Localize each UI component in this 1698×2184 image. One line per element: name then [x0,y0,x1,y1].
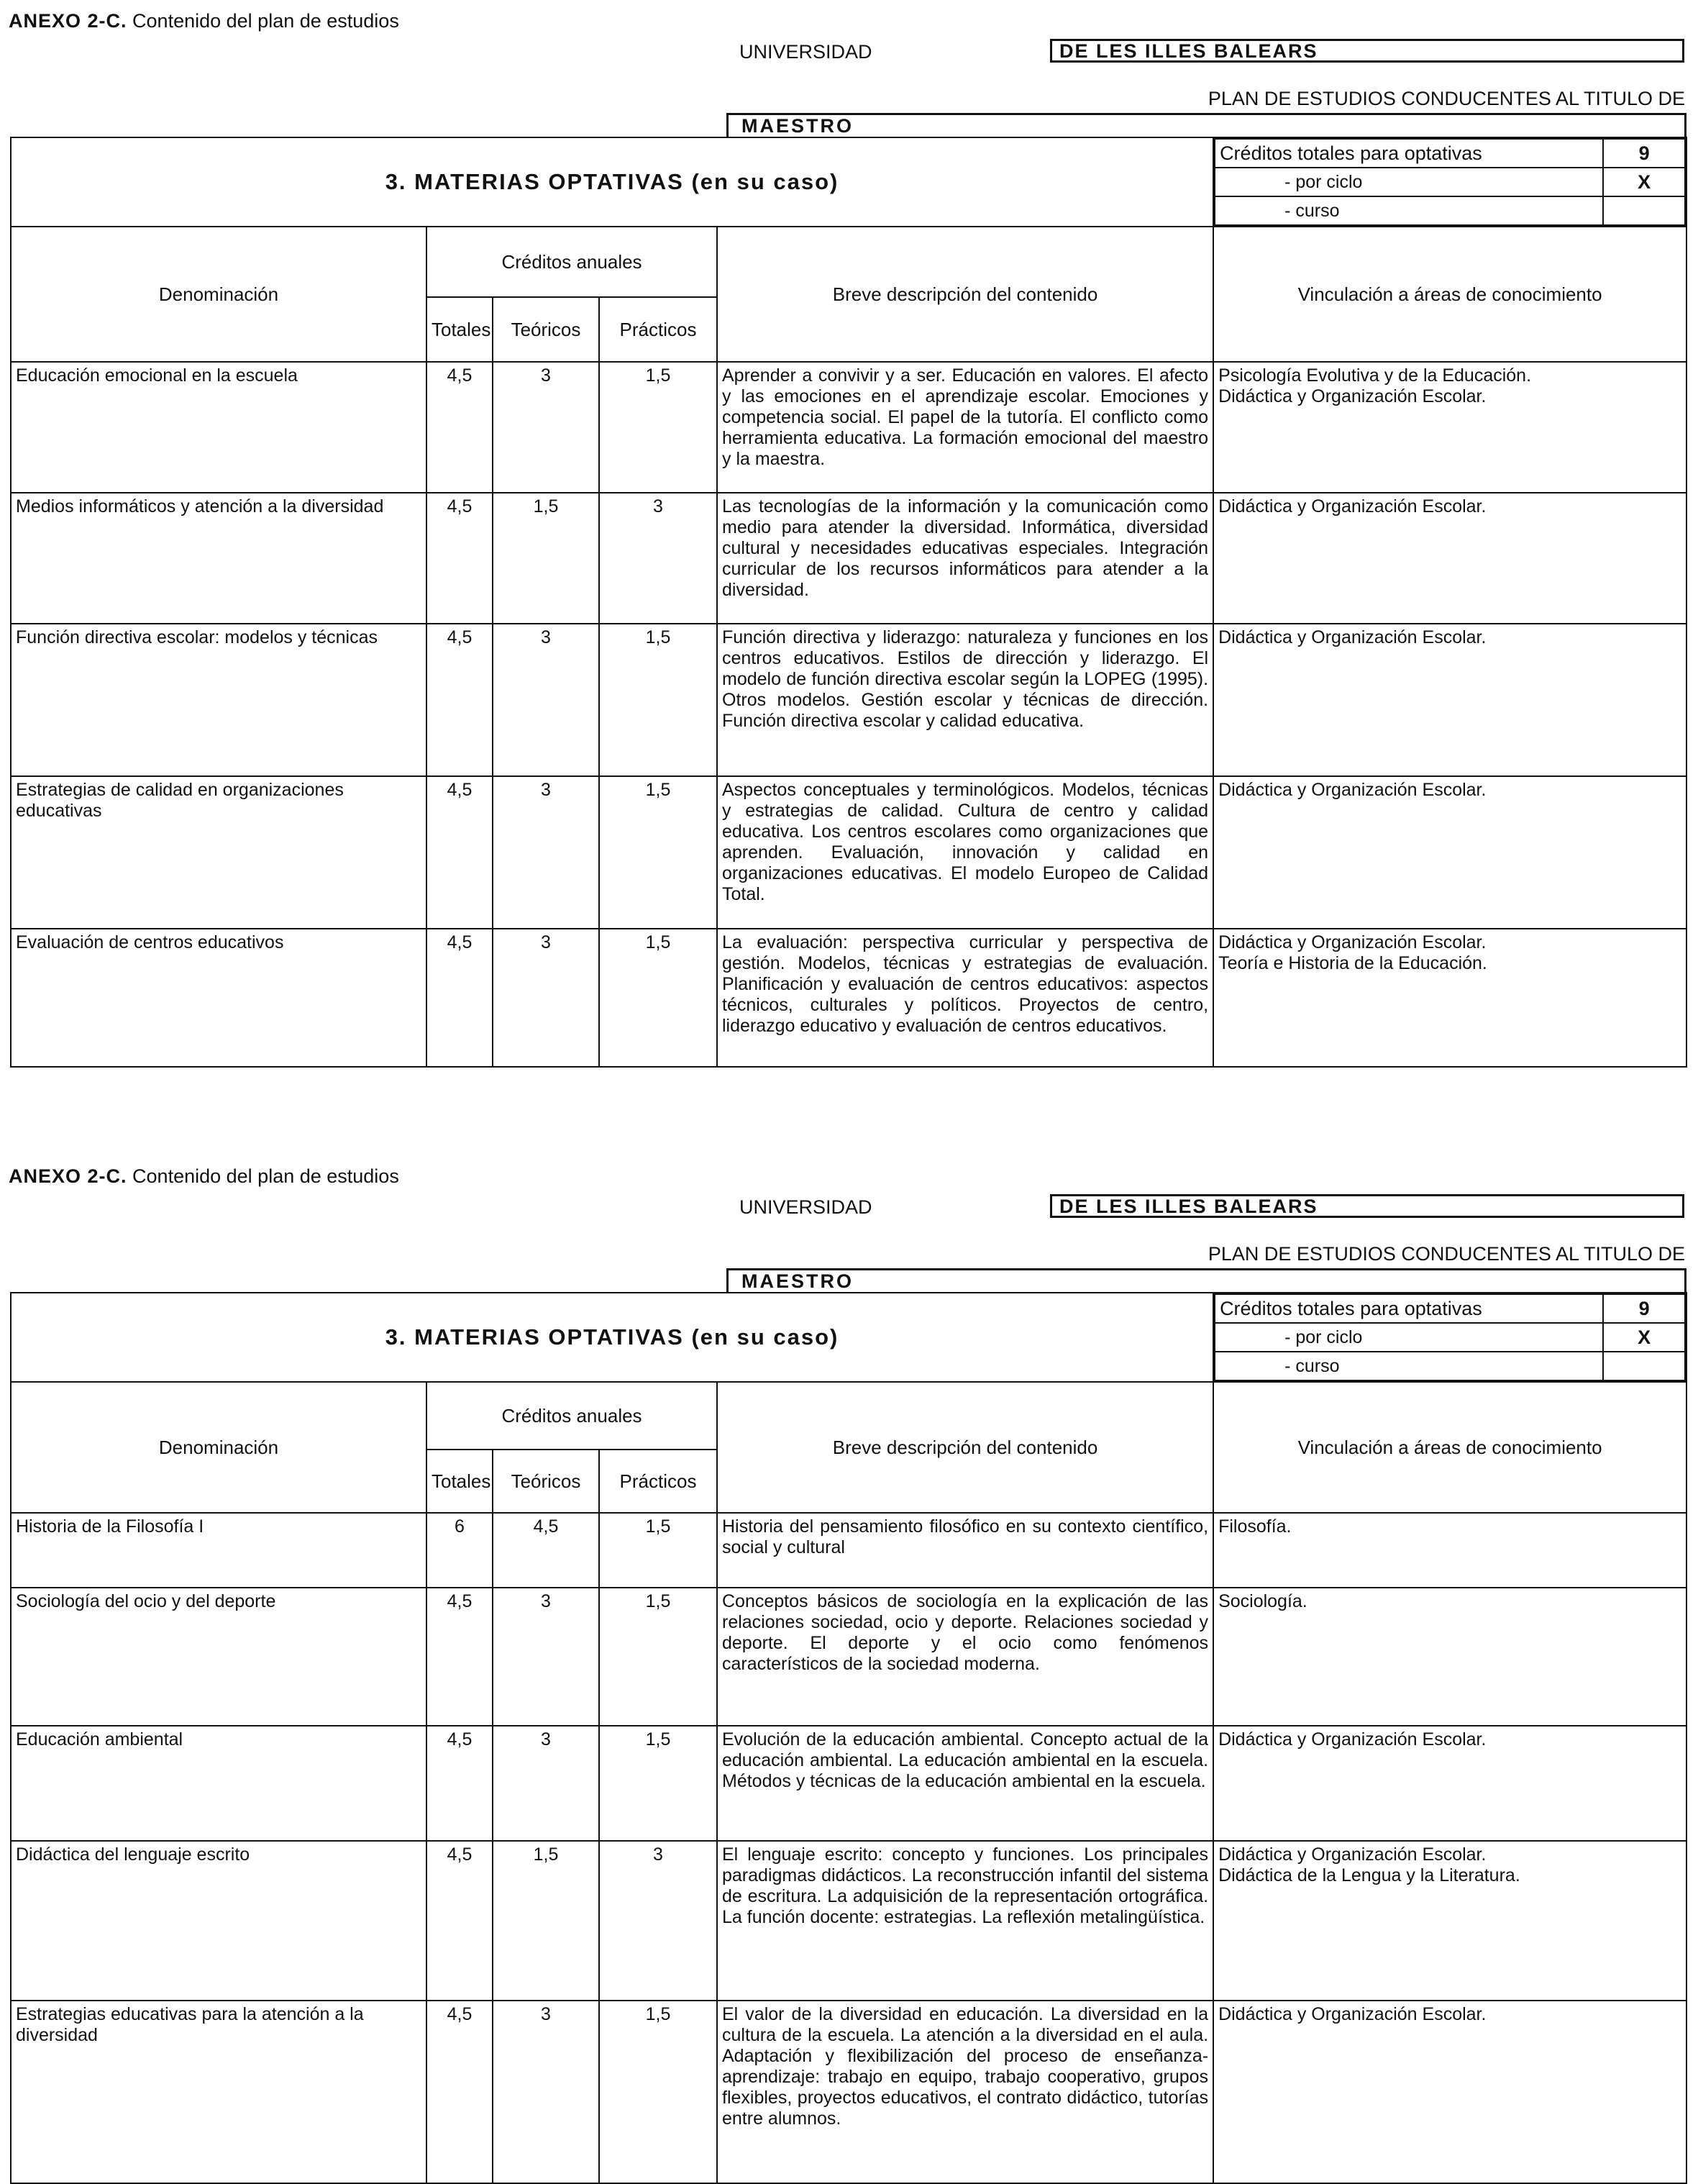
row-denominacion: Medios informáticos y atención a la diversidad [11,493,426,624]
per-course-label: - curso [1215,196,1603,225]
document-page-1 [0,0,1698,1079]
row-practicos: 1,5 [599,776,717,929]
row-descripcion: El valor de la diversidad en educación. La diversidad en la cultura de la escuela. La atención a la diversidad en el aula. Adaptación y flexibilización del proceso de enseñanza-aprendizaje: trabajo en equipo, trabajo cooperativo, grupos flexibles, proyectos educativos, el contrato didáctico, tutorías entre alumnos. [717,2001,1213,2183]
row-totales: 6 [426,1513,493,1588]
row-totales: 4,5 [426,776,493,929]
university-label: UNIVERSIDAD [739,1196,872,1218]
row-practicos: 1,5 [599,1726,717,1841]
row-practicos: 1,5 [599,1588,717,1726]
row-denominacion: Evaluación de centros educativos [11,929,426,1067]
col-descripcion: Breve descripción del contenido [717,1382,1213,1513]
col-vinculacion: Vinculación a áreas de conocimiento [1213,227,1686,362]
plan-label: PLAN DE ESTUDIOS CONDUCENTES AL TITULO DE [1208,88,1685,109]
row-vinculacion: Didáctica y Organización Escolar. [1213,493,1686,624]
table-row [11,1726,1686,1841]
per-cycle-value: X [1603,1323,1685,1352]
row-practicos: 1,5 [599,2001,717,2183]
row-descripcion: Conceptos básicos de sociología en la explicación de las relaciones sociedad, ocio y deporte. Relaciones sociedad y deporte. El deporte y el ocio como fenómenos característicos de la sociedad moderna. [717,1588,1213,1726]
plan-label: PLAN DE ESTUDIOS CONDUCENTES AL TITULO DE [1208,1243,1685,1265]
row-vinculacion: Didáctica y Organización Escolar. [1213,624,1686,776]
row-vinculacion: Didáctica y Organización Escolar. Teoría e Historia de la Educación. [1213,929,1686,1067]
row-practicos: 1,5 [599,362,717,493]
row-descripcion: Evolución de la educación ambiental. Concepto actual de la educación ambiental. La educación ambiental en la escuela. Métodos y técnicas de la educación ambiental en la escuela. [717,1726,1213,1841]
degree-title: MAESTRO [726,113,1686,137]
row-practicos: 3 [599,493,717,624]
row-totales: 4,5 [426,1726,493,1841]
annex-title: ANEXO 2-C. Contenido del plan de estudios [9,1165,399,1187]
row-vinculacion: Didáctica y Organización Escolar. [1213,776,1686,929]
row-practicos: 3 [599,1841,717,2001]
row-descripcion: Las tecnologías de la información y la comunicación como medio para atender la diversidad. Informática, diversidad cultural y necesidades educativas especiales. Integración curricular de los recursos informáticos para atender a la diversidad. [717,493,1213,624]
row-totales: 4,5 [426,2001,493,2183]
row-teoricos: 3 [493,929,599,1067]
col-denominacion: Denominación [11,1382,426,1513]
col-totales: Totales [426,297,493,362]
row-teoricos: 1,5 [493,493,599,624]
row-totales: 4,5 [426,493,493,624]
document-page-2 [0,1155,1698,2169]
row-descripcion: Aspectos conceptuales y terminológicos. Modelos, técnicas y estrategias de calidad. Cultura de centro y calidad educativa. Los centros escolares como organizaciones que aprenden. Evaluación, innovación y calidad en organizaciones educativas. El modelo Europeo de Calidad Total. [717,776,1213,929]
row-vinculacion: Filosofía. [1213,1513,1686,1588]
table-row [11,776,1686,929]
row-vinculacion: Didáctica y Organización Escolar. [1213,2001,1686,2183]
col-vinculacion: Vinculación a áreas de conocimiento [1213,1382,1686,1513]
col-creditos-anuales: Créditos anuales [426,227,717,297]
row-denominacion: Función directiva escolar: modelos y técnicas [11,624,426,776]
per-course-value [1603,196,1685,225]
col-practicos: Prácticos [599,297,717,362]
row-teoricos: 1,5 [493,1841,599,2001]
row-denominacion: Historia de la Filosofía I [11,1513,426,1588]
col-denominacion: Denominación [11,227,426,362]
per-course-value [1603,1352,1685,1380]
col-teoricos: Teóricos [493,1450,599,1513]
credits-label: Créditos totales para optativas [1215,139,1603,168]
degree-title: MAESTRO [726,1268,1686,1292]
row-descripcion: Aprender a convivir y a ser. Educación en valores. El afecto y las emociones en el aprendizaje escolar. Emociones y competencia social. El papel de la tutoría. El conflicto como herramienta educativa. La formación emocional del maestro y la maestra. [717,362,1213,493]
university-name: DE LES ILLES BALEARS [1050,1194,1684,1218]
per-cycle-label: - por ciclo [1215,1323,1603,1352]
col-teoricos: Teóricos [493,297,599,362]
row-totales: 4,5 [426,1841,493,2001]
col-totales: Totales [426,1450,493,1513]
subjects-table [10,1292,1687,2184]
row-practicos: 1,5 [599,929,717,1067]
col-practicos: Prácticos [599,1450,717,1513]
table-row [11,624,1686,776]
row-teoricos: 3 [493,2001,599,2183]
table-row [11,2001,1686,2183]
credits-box [1213,1293,1686,1382]
credits-box [1213,137,1686,227]
section-title: 3. MATERIAS OPTATIVAS (en su caso) [11,1293,1213,1382]
row-denominacion: Estrategias educativas para la atención a la diversidad [11,2001,426,2183]
credits-value: 9 [1603,139,1685,168]
table-row [11,1588,1686,1726]
row-denominacion: Estrategias de calidad en organizaciones educativas [11,776,426,929]
per-cycle-value: X [1603,168,1685,196]
row-totales: 4,5 [426,624,493,776]
row-vinculacion: Didáctica y Organización Escolar. [1213,1726,1686,1841]
table-row [11,362,1686,493]
row-totales: 4,5 [426,929,493,1067]
row-descripcion: Función directiva y liderazgo: naturaleza y funciones en los centros educativos. Estilos de dirección y liderazgo. El modelo de función directiva escolar según la LOPEG (1995). Otros modelos. Gestión escolar y técnicas de dirección. Función directiva escolar y calidad educativa. [717,624,1213,776]
credits-label: Créditos totales para optativas [1215,1294,1603,1323]
section-title: 3. MATERIAS OPTATIVAS (en su caso) [11,137,1213,227]
row-denominacion: Educación ambiental [11,1726,426,1841]
university-name: DE LES ILLES BALEARS [1050,39,1684,63]
row-vinculacion: Psicología Evolutiva y de la Educación. Didáctica y Organización Escolar. [1213,362,1686,493]
table-row [11,1513,1686,1588]
row-descripcion: Historia del pensamiento filosófico en su contexto científico, social y cultural [717,1513,1213,1588]
table-row [11,493,1686,624]
row-teoricos: 3 [493,624,599,776]
credits-value: 9 [1603,1294,1685,1323]
row-teoricos: 3 [493,1726,599,1841]
row-vinculacion: Sociología. [1213,1588,1686,1726]
row-teoricos: 3 [493,1588,599,1726]
university-label: UNIVERSIDAD [739,41,872,63]
col-creditos-anuales: Créditos anuales [426,1382,717,1450]
col-descripcion: Breve descripción del contenido [717,227,1213,362]
row-totales: 4,5 [426,1588,493,1726]
row-denominacion: Educación emocional en la escuela [11,362,426,493]
row-teoricos: 3 [493,776,599,929]
row-descripcion: La evaluación: perspectiva curricular y perspectiva de gestión. Modelos, técnicas y estrategias de evaluación. Planificación y evaluación de centros educativos: aspectos técnicos, culturales y políticos. Proyectos de centro, liderazgo educativo y evaluación de centros educativos. [717,929,1213,1067]
table-row [11,929,1686,1067]
annex-title: ANEXO 2-C. Contenido del plan de estudios [9,10,399,32]
row-teoricos: 4,5 [493,1513,599,1588]
row-vinculacion: Didáctica y Organización Escolar. Didáctica de la Lengua y la Literatura. [1213,1841,1686,2001]
per-cycle-label: - por ciclo [1215,168,1603,196]
row-descripcion: El lenguaje escrito: concepto y funciones. Los principales paradigmas didácticos. La reconstrucción infantil del sistema de escritura. La adquisición de la representación ortográfica. La función docente: estrategias. La reflexión metalingüística. [717,1841,1213,2001]
row-denominacion: Didáctica del lenguaje escrito [11,1841,426,2001]
row-practicos: 1,5 [599,624,717,776]
row-practicos: 1,5 [599,1513,717,1588]
per-course-label: - curso [1215,1352,1603,1380]
subjects-table [10,137,1687,1068]
row-teoricos: 3 [493,362,599,493]
table-row [11,1841,1686,2001]
row-denominacion: Sociología del ocio y del deporte [11,1588,426,1726]
row-totales: 4,5 [426,362,493,493]
